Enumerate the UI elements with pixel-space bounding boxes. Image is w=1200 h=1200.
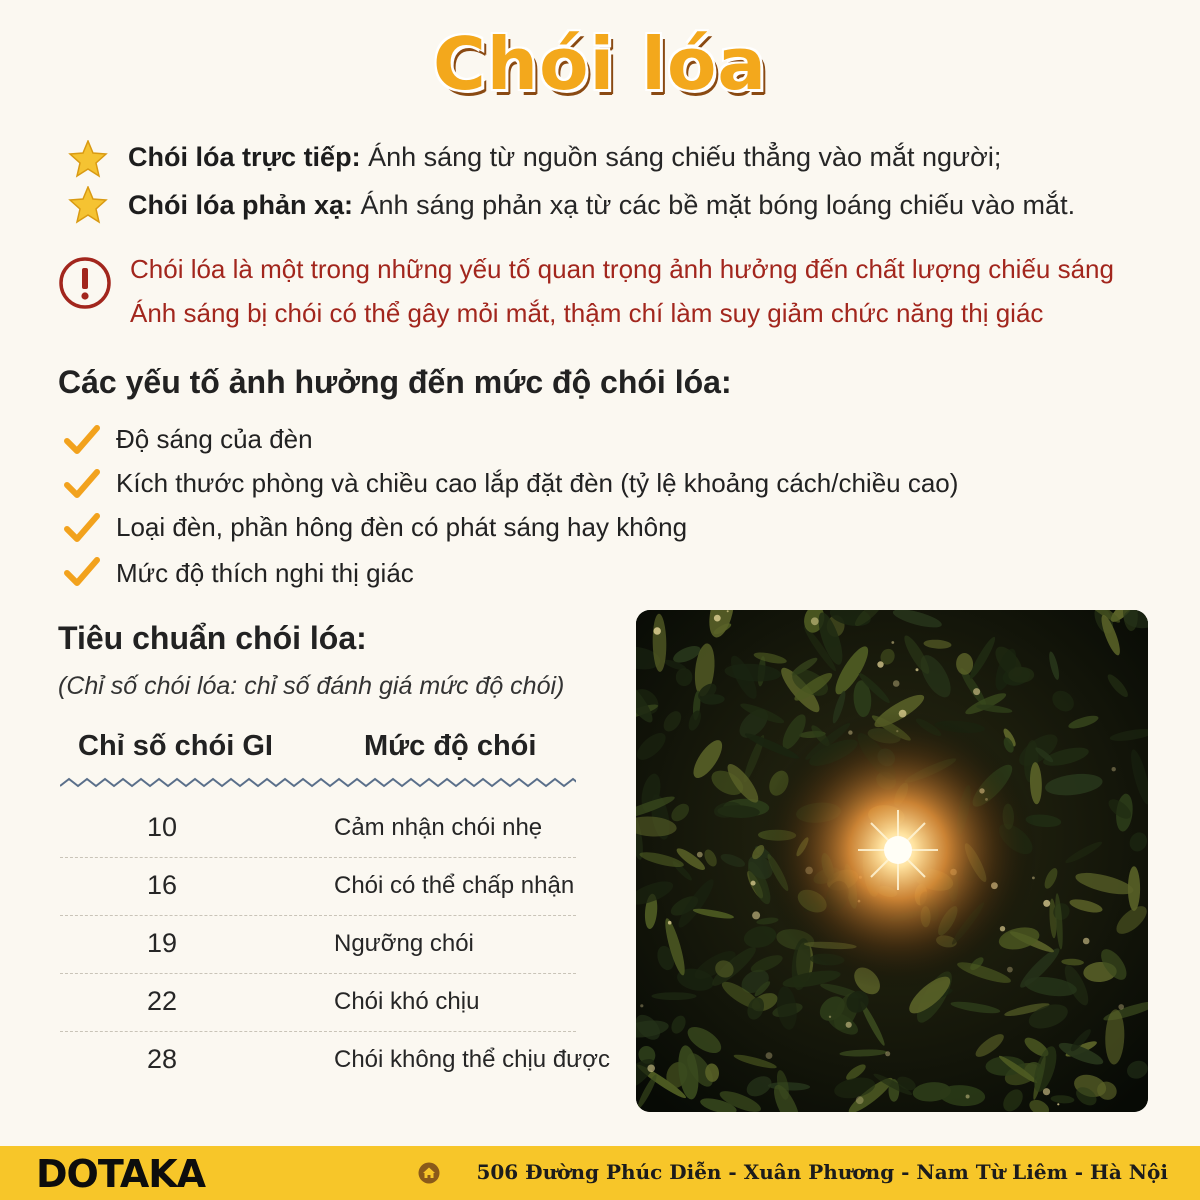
check-icon bbox=[64, 512, 100, 544]
glare-type-text: Ánh sáng phản xạ từ các bề mặt bóng loáng chiếu vào mắt. bbox=[353, 190, 1076, 220]
table-row bbox=[60, 1032, 610, 1090]
exclamation-circle-icon bbox=[58, 256, 112, 310]
glare-type-text: Ánh sáng từ nguồn sáng chiếu thẳng vào mắt người; bbox=[360, 142, 1002, 172]
glare-type-direct bbox=[128, 142, 1001, 173]
glare-level: Chói có thể chấp nhận bbox=[334, 872, 575, 899]
gi-value: 22 bbox=[146, 986, 178, 1016]
factor-item: Mức độ thích nghi thị giác bbox=[116, 558, 414, 588]
factor-item: Loại đèn, phần hông đèn có phát sáng hay không bbox=[116, 512, 688, 542]
page-title: Chói lóa bbox=[432, 22, 768, 106]
sunlight-through-leaves-photo bbox=[636, 610, 1148, 1112]
check-icon bbox=[64, 424, 100, 456]
warning-line-1: Chói lóa là một trong những yếu tố quan trọng ảnh hưởng đến chất lượng chiếu sáng bbox=[130, 254, 1114, 284]
glare-level: Cảm nhận chói nhẹ bbox=[334, 814, 543, 841]
gi-value: 16 bbox=[146, 870, 178, 900]
gi-value: 28 bbox=[146, 1044, 178, 1074]
column-header-level: Mức độ chói bbox=[364, 730, 537, 762]
glare-level: Chói không thể chịu được bbox=[334, 1046, 610, 1073]
glare-type-label: Chói lóa trực tiếp: bbox=[128, 142, 361, 172]
glare-level: Ngưỡng chói bbox=[334, 930, 474, 957]
gi-value: 10 bbox=[146, 812, 178, 842]
star-icon bbox=[68, 186, 108, 224]
factor-item: Độ sáng của đèn bbox=[116, 424, 313, 454]
wavy-divider bbox=[60, 776, 576, 796]
glare-type-reflected bbox=[128, 190, 1075, 221]
gi-value: 19 bbox=[146, 928, 178, 958]
check-icon bbox=[64, 468, 100, 500]
factor-item: Kích thước phòng và chiều cao lắp đặt đèn (tỷ lệ khoảng cách/chiều cao) bbox=[116, 468, 959, 498]
column-header-gi: Chỉ số chói GI bbox=[78, 730, 273, 762]
table-row bbox=[60, 974, 576, 1032]
star-icon bbox=[68, 140, 108, 178]
table-row bbox=[60, 800, 576, 858]
table-row bbox=[60, 858, 576, 916]
check-icon bbox=[64, 556, 100, 588]
standard-note: (Chỉ số chói lóa: chỉ số đánh giá mức độ chói) bbox=[58, 672, 565, 700]
glare-level: Chói khó chịu bbox=[334, 988, 480, 1015]
table-row bbox=[60, 916, 576, 974]
store-address: 506 Đường Phúc Diễn - Xuân Phương - Nam Từ Liêm - Hà Nội bbox=[476, 1160, 1168, 1184]
standard-heading: Tiêu chuẩn chói lóa: bbox=[58, 620, 367, 656]
home-icon bbox=[418, 1162, 440, 1184]
glare-type-label: Chói lóa phản xạ: bbox=[128, 190, 354, 220]
factors-heading: Các yếu tố ảnh hưởng đến mức độ chói lóa: bbox=[58, 364, 732, 400]
warning-line-2: Ánh sáng bị chói có thể gây mỏi mắt, thậm chí làm suy giảm chức năng thị giác bbox=[130, 298, 1044, 328]
footer-bar bbox=[0, 1146, 1200, 1200]
brand-logo: DOTAKA bbox=[36, 1152, 206, 1196]
